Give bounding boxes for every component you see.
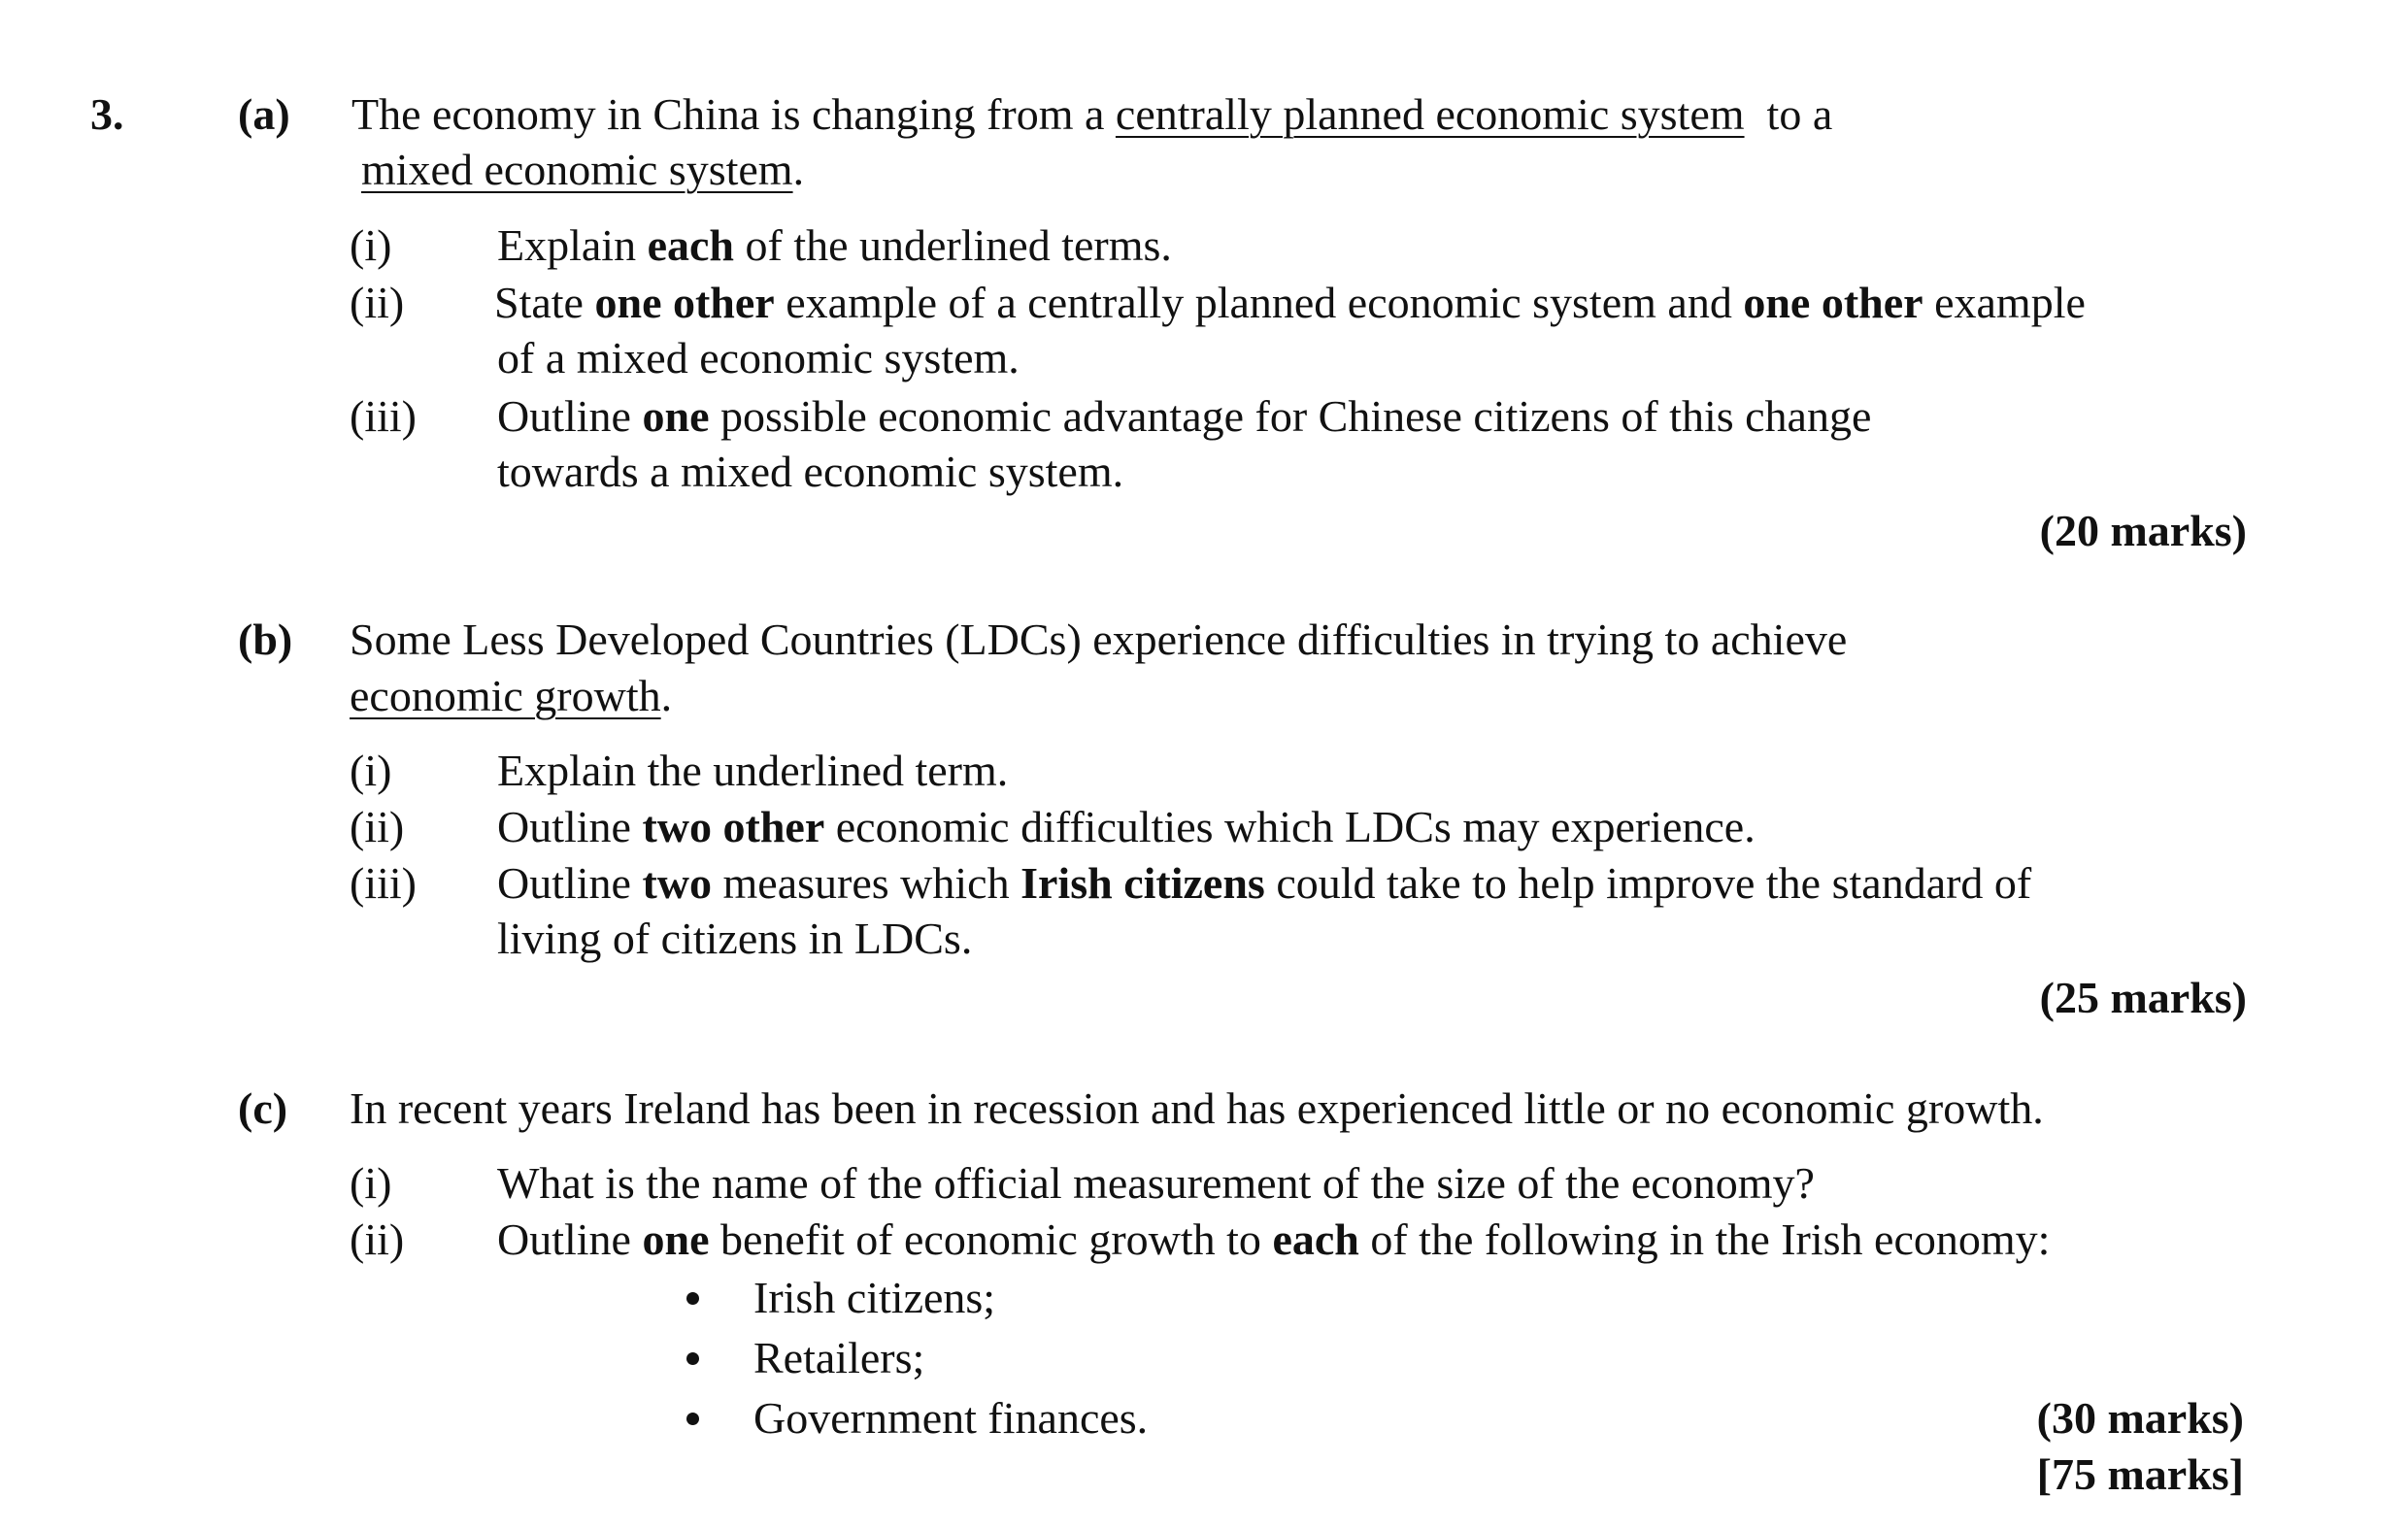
part-a-item-i-num: (i) [350,220,392,270]
text: example of a centrally planned economic system and [774,278,1744,327]
part-a-item-iii-line2: towards a mixed economic system. [497,447,1124,496]
emphasis: one [642,1214,710,1264]
part-c-label: (c) [238,1083,288,1133]
question-number: 3. [90,89,124,139]
text: Outline [497,391,643,441]
text: economic difficulties which LDCs may experience. [824,802,1756,851]
text: State [494,278,595,327]
emphasis: one other [594,278,775,327]
part-b-item-iii-num: (iii) [350,858,417,908]
bullet-icon [686,1352,699,1365]
part-a-item-iii-num: (iii) [350,391,417,441]
bullet-item-government-finances: Government finances. [753,1393,1149,1443]
part-b-stem-line2 [350,668,672,724]
text: Outline [497,858,643,908]
underlined-term-centrally-planned: centrally planned economic system [1115,89,1745,139]
part-a-stem-line2 [361,142,804,198]
part-c-item-i-text: What is the name of the official measurement of the size of the economy? [497,1158,1815,1208]
text: Explain [497,220,648,270]
part-b-item-iii-text [497,855,2031,912]
text: of the following in the Irish economy: [1358,1214,2051,1264]
part-a-item-ii-num: (ii) [350,278,405,327]
emphasis: Irish citizens [1020,858,1265,908]
part-b-stem-line1: Some Less Developed Countries (LDCs) experience difficulties in trying to achieve [350,615,1848,664]
part-b-item-ii-num: (ii) [350,802,405,851]
underlined-term-mixed-economic: mixed economic system [361,145,793,194]
text: measures which [712,858,1021,908]
bullet-icon [686,1292,699,1305]
text: Outline [497,802,643,851]
text: example [1923,278,2086,327]
part-a-stem-suffix: to a [1744,89,1833,139]
part-a-item-ii-text [494,275,2086,331]
bullet-item-retailers: Retailers; [753,1333,925,1382]
text: of the underlined terms. [734,220,1172,270]
part-c-item-ii-num: (ii) [350,1214,405,1264]
emphasis: one [642,391,710,441]
text: Outline [497,1214,643,1264]
text: could take to help improve the standard of [1264,858,2032,908]
text: possible economic advantage for Chinese citizens of this change [709,391,1872,441]
part-b-item-ii-text [497,799,1756,855]
part-b-item-iii-line2: living of citizens in LDCs. [497,914,973,963]
part-a-stem-line2-suffix: . [792,145,805,194]
part-b-item-i-num: (i) [350,746,392,795]
part-a-label: (a) [238,89,290,139]
part-a-marks: (20 marks) [2039,506,2247,555]
emphasis: two [642,858,713,908]
part-a-stem-prefix: The economy in China is changing from a [351,89,1116,139]
part-c-marks: (30 marks) [2036,1393,2244,1443]
bullet-icon [686,1413,699,1425]
part-c-item-ii-text [497,1212,2050,1268]
part-b-stem-line2-suffix: . [660,671,673,720]
emphasis: each [647,220,734,270]
emphasis: each [1272,1214,1359,1264]
part-a-item-i-text [497,217,1172,274]
underlined-term-economic-growth: economic growth [350,671,661,720]
part-c-item-i-num: (i) [350,1158,392,1208]
emphasis: two other [642,802,825,851]
text: benefit of economic growth to [709,1214,1273,1264]
part-a-item-ii-line2: of a mixed economic system. [497,333,1020,382]
part-b-item-i-text: Explain the underlined term. [497,746,1009,795]
part-c-stem-line1: In recent years Ireland has been in recession and has experienced little or no economic growth. [350,1083,2044,1133]
part-a-item-iii-text [497,388,1871,445]
part-b-label: (b) [238,615,293,664]
total-marks: [75 marks] [2036,1449,2244,1499]
emphasis: one other [1743,278,1923,327]
part-a-stem-line1 [351,86,1832,143]
bullet-item-irish-citizens: Irish citizens; [753,1273,996,1322]
part-b-marks: (25 marks) [2039,973,2247,1022]
